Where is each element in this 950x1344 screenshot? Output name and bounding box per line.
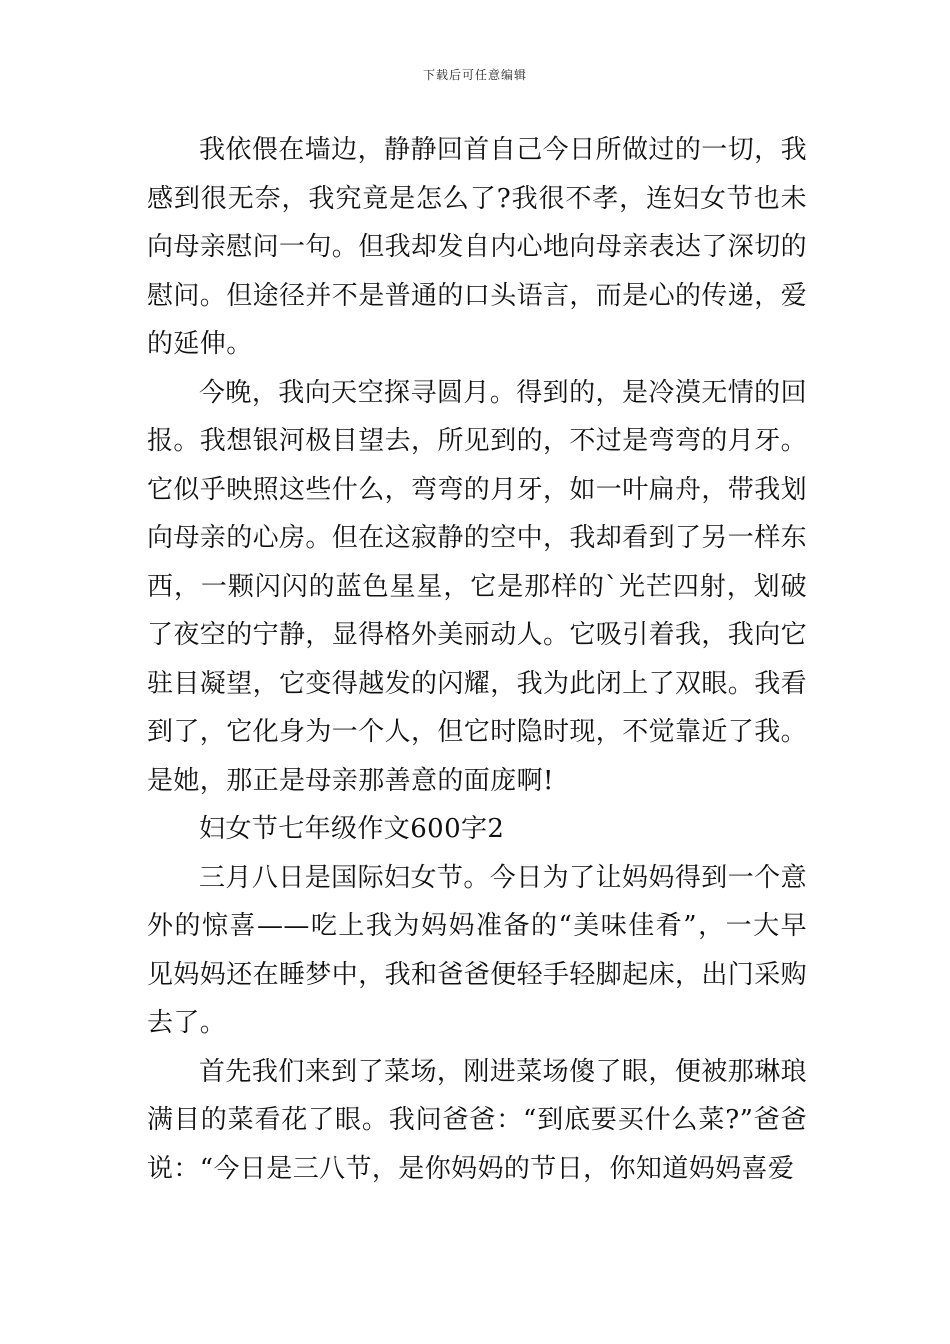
paragraph: 首先我们来到了菜场，刚进菜场傻了眼，便被那琳琅满目的菜看花了眼。我问爸爸：“到底要买什么菜?”爸爸说：“今日是三八节，是你妈妈的节日，你知道妈妈喜爱 — [147, 1056, 807, 1184]
paragraph: 我依偎在墙边，静静回首自己今日所做过的一切，我感到很无奈，我究竟是怎么了?我很不孝，连妇女节也未向母亲慰问一句。但我却发自内心地向母亲表达了深切的慰问。但途径并不是普通的口头语言，而是心的传递，爱的延伸。 — [147, 135, 808, 359]
section-title: 妇女节七年级作文600字2 — [199, 814, 505, 844]
paragraph: 今晚，我向天空探寻圆月。得到的，是冷漠无情的回报。我想银河极目望去，所见到的，不过是弯弯的月牙。它似乎映照这些什么，弯弯的月牙，如一叶扁舟，带我划向母亲的心房。但在这寂静的空中，我却看到了另一样东西，一颗闪闪的蓝色星星，它是那样的`光芒四射，划破了夜空的宁静，显得格外美丽动人。它吸引着我，我向它驻目凝望，它变得越发的闪耀，我为此闭上了双眼。我看到了，它化身为一个人，但它时隐时现，不觉靠近了我。是她，那正是母亲那善意的面庞啊! — [147, 377, 808, 796]
paragraph: 三月八日是国际妇女节。今日为了让妈妈得到一个意外的惊喜——吃上我为妈妈准备的“美味佳肴”，一大早见妈妈还在睡梦中，我和爸爸便轻手轻脚起床，出门采购去了。 — [147, 862, 808, 1038]
header-note: 下载后可任意编辑 — [422, 68, 527, 82]
article-body — [147, 126, 807, 1193]
